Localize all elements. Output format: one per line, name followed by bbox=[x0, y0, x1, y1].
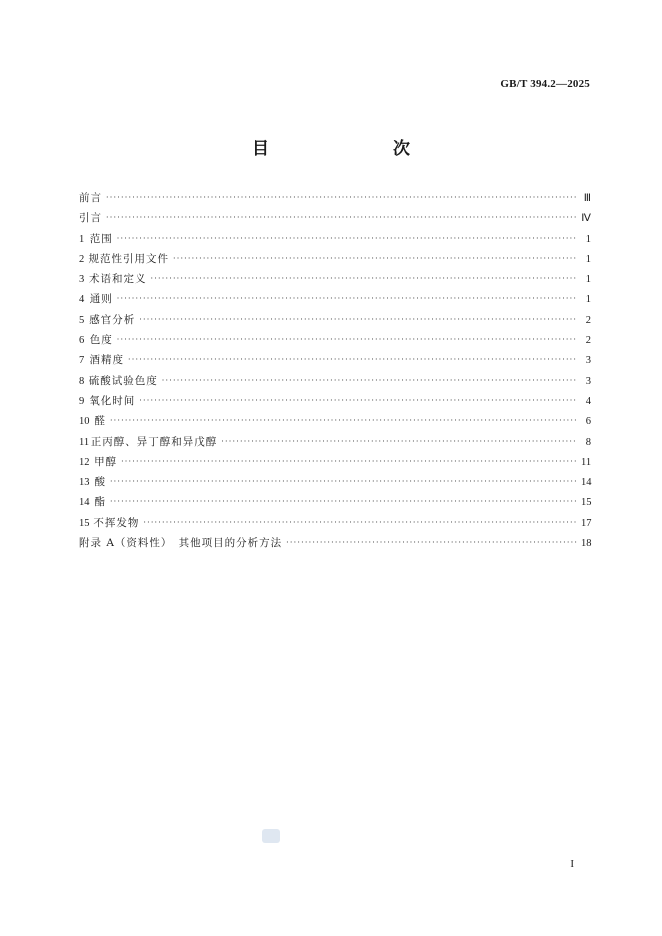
toc-entry-label: 规范性引用文件 bbox=[88, 252, 169, 265]
toc-entry-number: 5 bbox=[79, 314, 85, 326]
toc-leader-dots bbox=[139, 391, 577, 411]
toc-entry-label: 酯 bbox=[94, 496, 106, 509]
toc-leader-dots bbox=[117, 330, 577, 350]
toc-entry-number: 4 bbox=[79, 294, 85, 306]
toc-entry-number: 6 bbox=[79, 335, 85, 347]
toc-entry[interactable] bbox=[79, 310, 591, 330]
toc-leader-dots bbox=[106, 188, 577, 208]
toc-leader-dots bbox=[286, 533, 577, 553]
toc-entry-page: Ⅲ bbox=[583, 193, 591, 204]
toc-entry-page: 18 bbox=[581, 538, 592, 550]
toc-entry-label: 硫酸试验色度 bbox=[88, 374, 158, 387]
toc-leader-dots bbox=[110, 472, 577, 492]
toc-entry[interactable] bbox=[79, 371, 591, 391]
toc-entry[interactable] bbox=[79, 513, 591, 533]
toc-leader-dots bbox=[128, 350, 577, 370]
toc-leader-dots bbox=[139, 310, 577, 330]
toc-entry[interactable] bbox=[79, 229, 591, 249]
toc-entry-label: 甲醇 bbox=[94, 455, 118, 468]
toc-entry[interactable] bbox=[79, 330, 591, 350]
toc-entry-label: 附录 A（资料性） 其他项目的分析方法 bbox=[79, 537, 283, 550]
toc-entry-label: 正丙醇、异丁醇和异戊醇 bbox=[90, 435, 218, 448]
toc-leader-dots bbox=[173, 249, 577, 269]
toc-entry-page: 14 bbox=[581, 477, 592, 489]
toc-leader-dots bbox=[121, 452, 577, 472]
toc-entry-page: 17 bbox=[581, 517, 592, 529]
toc-entry[interactable] bbox=[79, 411, 591, 431]
toc-entry-label: 醛 bbox=[94, 415, 106, 428]
toc-entry-label: 不挥发物 bbox=[93, 516, 140, 529]
toc-entry-page: 1 bbox=[585, 233, 591, 245]
toc-entry[interactable] bbox=[79, 472, 591, 492]
toc-entry-page: 1 bbox=[585, 253, 591, 265]
toc-entry-page: Ⅳ bbox=[581, 213, 591, 225]
toc-entry-label: 氧化时间 bbox=[89, 394, 136, 407]
page-number: I bbox=[570, 858, 574, 870]
toc-leader-dots bbox=[110, 492, 577, 512]
toc-entry-label: 引言 bbox=[79, 212, 102, 225]
toc-leader-dots bbox=[110, 411, 577, 431]
toc-entry-page: 15 bbox=[581, 497, 592, 509]
toc-entry-number: 1 bbox=[79, 233, 85, 245]
toc-entry-number: 2 bbox=[79, 253, 85, 265]
toc-entry-label: 前言 bbox=[79, 192, 102, 204]
table-of-contents bbox=[79, 188, 591, 553]
toc-entry[interactable] bbox=[79, 533, 591, 553]
toc-entry-number: 11 bbox=[79, 436, 90, 448]
toc-entry-label: 感官分析 bbox=[89, 313, 136, 326]
toc-leader-dots bbox=[221, 432, 577, 452]
toc-entry-page: 2 bbox=[585, 314, 591, 326]
page-title: 目 次 bbox=[252, 139, 440, 159]
toc-entry-number: 9 bbox=[79, 395, 85, 407]
toc-entry-page: 3 bbox=[585, 375, 591, 387]
toc-entry-page: 3 bbox=[585, 355, 591, 367]
toc-entry[interactable] bbox=[79, 249, 591, 269]
toc-entry-page: 1 bbox=[585, 294, 591, 306]
toc-leader-dots bbox=[117, 229, 577, 249]
toc-entry-number: 8 bbox=[79, 375, 85, 387]
toc-entry-number: 7 bbox=[79, 355, 85, 367]
toc-entry-label: 范围 bbox=[89, 232, 113, 245]
toc-entry[interactable] bbox=[79, 188, 591, 208]
toc-entry-page: 1 bbox=[585, 274, 591, 286]
standard-code: GB/T 394.2—2025 bbox=[500, 78, 590, 90]
toc-entry-number: 3 bbox=[79, 274, 85, 286]
toc-entry-page: 2 bbox=[585, 335, 591, 347]
toc-entry-number: 15 bbox=[79, 517, 90, 529]
toc-entry[interactable] bbox=[79, 432, 591, 452]
toc-leader-dots bbox=[143, 513, 577, 533]
toc-entry[interactable] bbox=[79, 452, 591, 472]
toc-entry-number: 10 bbox=[79, 416, 90, 428]
toc-entry-page: 4 bbox=[585, 395, 591, 407]
toc-leader-dots bbox=[117, 289, 577, 309]
toc-leader-dots bbox=[150, 269, 577, 289]
toc-entry[interactable] bbox=[79, 289, 591, 309]
toc-entry-label: 酒精度 bbox=[89, 354, 125, 367]
toc-leader-dots bbox=[162, 371, 577, 391]
toc-entry[interactable] bbox=[79, 350, 591, 370]
toc-entry[interactable] bbox=[79, 208, 591, 228]
toc-leader-dots bbox=[106, 208, 577, 228]
toc-entry-label: 色度 bbox=[89, 334, 113, 347]
toc-entry-page: 6 bbox=[585, 416, 591, 428]
toc-entry[interactable] bbox=[79, 492, 591, 512]
toc-entry-number: 12 bbox=[79, 456, 90, 468]
toc-entry-page: 8 bbox=[585, 436, 591, 448]
toc-entry-number: 14 bbox=[79, 497, 90, 509]
toc-entry-label: 酸 bbox=[94, 476, 106, 489]
toc-entry-label: 术语和定义 bbox=[88, 273, 147, 286]
watermark-logo-icon bbox=[262, 829, 280, 843]
toc-entry-number: 13 bbox=[79, 477, 90, 489]
toc-entry-label: 通则 bbox=[89, 293, 113, 306]
toc-entry[interactable] bbox=[79, 269, 591, 289]
toc-entry[interactable] bbox=[79, 391, 591, 411]
toc-entry-page: 11 bbox=[581, 456, 592, 468]
